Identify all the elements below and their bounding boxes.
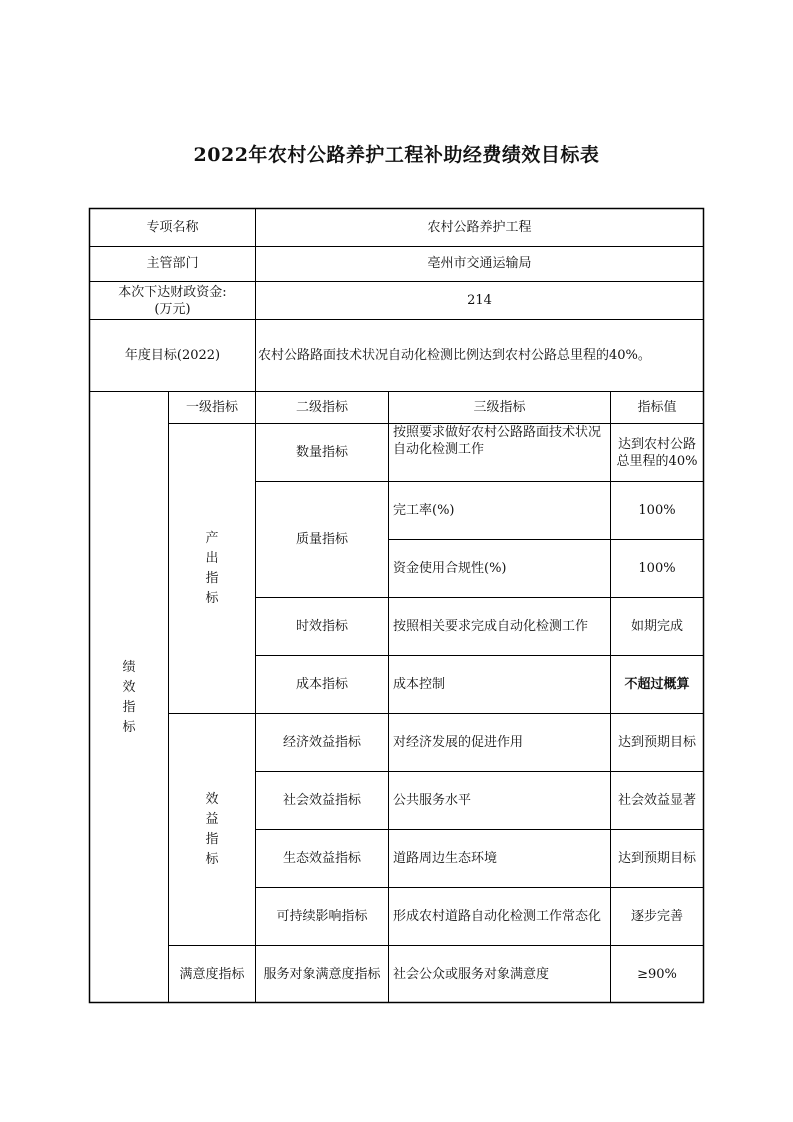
satisfaction-indicator-value: ≥90% <box>637 966 677 982</box>
ecological-benefit-detail: 道路周边生态环境 <box>393 850 498 866</box>
department-value: 亳州市交通运输局 <box>427 256 532 271</box>
annual-goal-label: 年度目标(2022) <box>124 347 221 363</box>
timeliness-indicator-value: 如期完成 <box>630 618 683 634</box>
satisfaction-indicator-label: 服务对象满意度指标 <box>263 966 381 982</box>
project-name-value: 农村公路养护工程 <box>427 219 532 235</box>
quality-indicator-label: 质量指标 <box>295 531 348 547</box>
header-level3: 三级指标 <box>473 399 526 415</box>
sustainable-impact-detail: 形成农村道路自动化检测工作常态化 <box>393 908 602 924</box>
department-label: 主管部门 <box>146 256 199 271</box>
economic-benefit-label: 经济效益指标 <box>282 734 361 750</box>
page-title: 2022年农村公路养护工程补助经费绩效目标表 <box>193 144 600 166</box>
social-benefit-value: 社会效益显著 <box>617 792 696 808</box>
output-indicators-group: 产 出 指 标 <box>205 530 219 606</box>
cost-indicator-detail: 成本控制 <box>393 676 446 692</box>
header-level1: 一级指标 <box>185 399 238 415</box>
fund-value: 214 <box>467 292 492 308</box>
quantity-indicator-detail: 按照要求做好农村公路路面技术状况 自动化检测工作 <box>393 425 602 457</box>
fund-label-line1: 本次下达财政资金: <box>118 284 227 300</box>
timeliness-indicator-detail: 按照相关要求完成自动化检测工作 <box>393 618 589 634</box>
cost-indicator-value: 不超过概算 <box>624 676 690 692</box>
economic-benefit-value: 达到预期目标 <box>617 734 696 750</box>
project-name-label: 专项名称 <box>146 219 199 235</box>
sustainable-impact-value: 逐步完善 <box>630 908 683 924</box>
social-benefit-label: 社会效益指标 <box>282 792 361 808</box>
quantity-indicator-value: 达到农村公路 总里程的40% <box>616 436 698 469</box>
performance-indicators-group: 绩 效 指 标 <box>122 659 136 735</box>
economic-benefit-detail: 对经济发展的促进作用 <box>393 734 524 750</box>
benefit-indicators-group: 效 益 指 标 <box>205 791 219 867</box>
social-benefit-detail: 公共服务水平 <box>393 792 472 808</box>
sustainable-impact-label: 可持续影响指标 <box>276 908 368 924</box>
annual-goal-value: 农村公路路面技术状况自动化检测比例达到农村公路总里程的40%。 <box>258 347 651 363</box>
fund-compliance-value: 100% <box>638 560 676 576</box>
timeliness-indicator-label: 时效指标 <box>295 618 348 634</box>
satisfaction-indicator-detail: 社会公众或服务对象满意度 <box>393 966 550 982</box>
fund-compliance-detail: 资金使用合规性(%) <box>393 560 507 576</box>
completion-rate-value: 100% <box>638 502 676 518</box>
header-level2: 二级指标 <box>295 399 348 415</box>
header-value: 指标值 <box>637 399 677 415</box>
ecological-benefit-label: 生态效益指标 <box>282 850 361 866</box>
fund-label-line2: (万元) <box>154 301 191 317</box>
cost-indicator-label: 成本指标 <box>295 676 348 692</box>
quantity-indicator-label: 数量指标 <box>295 444 348 460</box>
completion-rate-detail: 完工率(%) <box>393 502 455 518</box>
ecological-benefit-value: 达到预期目标 <box>617 850 696 866</box>
satisfaction-indicators-group: 满意度指标 <box>179 966 245 982</box>
fund-label <box>90 282 255 319</box>
